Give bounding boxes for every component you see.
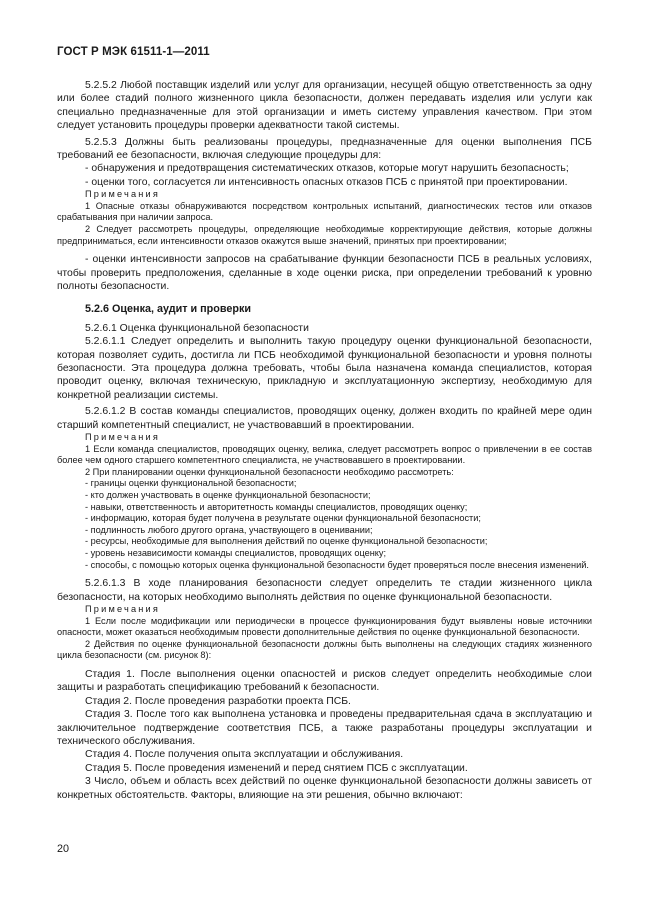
notes-heading: Примечания — [85, 189, 161, 200]
note: - границы оценки функциональной безопасности; — [85, 478, 297, 489]
note: - способы, с помощью которых оценка функциональной безопасности будет проверяться после внесения изменений. — [85, 559, 589, 570]
paragraph: Стадия 5. После проведения изменений и перед снятием ПСБ с эксплуатации. — [85, 762, 468, 774]
list-item: - оценки того, согласуется ли интенсивность опасных отказов ПСБ с принятой при проектировании. — [85, 176, 568, 188]
list-item: - обнаружения и предотвращения систематических отказов, которые могут нарушить безопасность; — [85, 163, 569, 175]
notes-heading: Примечания — [85, 432, 161, 443]
paragraph: 5.2.5.2 Любой поставщик изделий или услуг для организации, несущей общую ответственность за одну или более стадий полного жизненного цикла безопасности, должен передавать изделия или услуги как специально предназначенные для этой организации и иметь систему управления качеством. При этом следует установить процедуры проверки адекватности такой системы. — [57, 80, 592, 132]
paragraph: Стадия 4. После получения опыта эксплуатации и обслуживания. — [85, 749, 404, 761]
paragraph: 3 Число, объем и область всех действий по оценке функциональной безопасности должны зависеть от конкретных обстоятельств. Факторы, влияющие на эти решения, обычно включают: — [57, 776, 592, 801]
note: - уровень независимости команды специалистов, проводящих оценку; — [85, 548, 387, 559]
paragraph: Стадия 3. После того как выполнена установка и проведены предварительная сдача в эксплуатацию и заключительное подтверждение соответствия ПСБ, а также разработаны процедуры эксплуатации и технического обслуживания. — [57, 709, 592, 748]
paragraph: Стадия 2. После проведения разработки проекта ПСБ. — [85, 695, 351, 707]
paragraph: 5.2.6.1.1 Следует определить и выполнить такую процедуру оценки функциональной безопасности, которая позволяет судить, достигла ли ПСБ необходимой функциональной безопасности и уровня полноты безопасности. Эта процедура должна требовать, чтобы была назначена команда специалистов, которая проводит оценку, включая техническую, прикладную и эксплуатационную экспертизу, необходимую для конкретной реализации системы. — [57, 336, 592, 401]
note: - подлинность любого другого органа, участвующего в оценивании; — [85, 524, 373, 535]
note: - информацию, которая будет получена в результате оценки функциональной безопасности; — [85, 513, 481, 524]
document-header: ГОСТ Р МЭК 61511-1—2011 — [57, 46, 210, 58]
paragraph: 5.2.6.1.3 В ходе планирования безопасности следует определить те стадии жизненного цикла безопасности, на которых необходимо выполнять действия по оценке функциональной безопасности. — [57, 578, 592, 603]
list-item: - оценки интенсивности запросов на срабатывание функции безопасности ПСБ в реальных условиях, чтобы проверить предположения, сделанные в ходе оценки риска, при определении требований к уровню полноты безопасности. — [57, 254, 592, 293]
section-heading: 5.2.6 Оценка, аудит и проверки — [85, 303, 251, 316]
note: - навыки, ответственность и авторитетность команды специалистов, проводящих оценку; — [85, 501, 468, 512]
paragraph: 5.2.6.1.2 В состав команды специалистов, проводящих оценку, должен входить по крайней мере один старший компетентный специалист, не участвовавший в проектировании. — [57, 406, 592, 431]
page-number: 20 — [57, 843, 70, 855]
paragraph: 5.2.5.3 Должны быть реализованы процедуры, предназначенные для оценки выполнения ПСБ требований ее безопасности, включая следующие процедуры для: — [57, 136, 592, 162]
note: 2 При планировании оценки функциональной безопасности необходимо рассмотреть: — [85, 466, 454, 477]
notes-heading: Примечания — [85, 604, 161, 615]
paragraph: Стадия 1. После выполнения оценки опасностей и рисков следует определить необходимые слои защиты и разработать спецификацию требований к безопасности. — [57, 669, 592, 694]
note: 2 Действия по оценке функциональной безопасности должны быть выполнены на следующих стадиях жизненного цикла безопасности (см. рисунок 8): — [57, 638, 592, 661]
note: 1 Если после модификации или периодически в процессе функционирования будут выявлены новые источники опасности, может оказаться необходимым провести дополнительные действия по оценке функциональной безопасности. — [57, 615, 592, 638]
note: - кто должен участвовать в оценке функциональной безопасности; — [85, 490, 371, 501]
page-body — [57, 79, 592, 802]
note: - ресурсы, необходимые для выполнения действий по оценке функциональной безопасности; — [85, 536, 488, 547]
note: 1 Если команда специалистов, проводящих оценку, велика, следует рассмотреть вопрос о привлечении в ее состав более чем одного старшего компетентного специалиста, не участвовавшего в проектировании. — [57, 443, 592, 466]
paragraph: 5.2.6.1 Оценка функциональной безопасности — [85, 322, 309, 334]
note: 1 Опасные отказы обнаруживаются посредством контрольных испытаний, диагностических тестов или отказов срабатывания при наличии запроса. — [57, 200, 592, 223]
note: 2 Следует рассмотреть процедуры, определяющие необходимые корректирующие действия, которые должны предприниматься, если интенсивности отказов окажутся выше значений, принятых при проектировании; — [57, 224, 592, 246]
